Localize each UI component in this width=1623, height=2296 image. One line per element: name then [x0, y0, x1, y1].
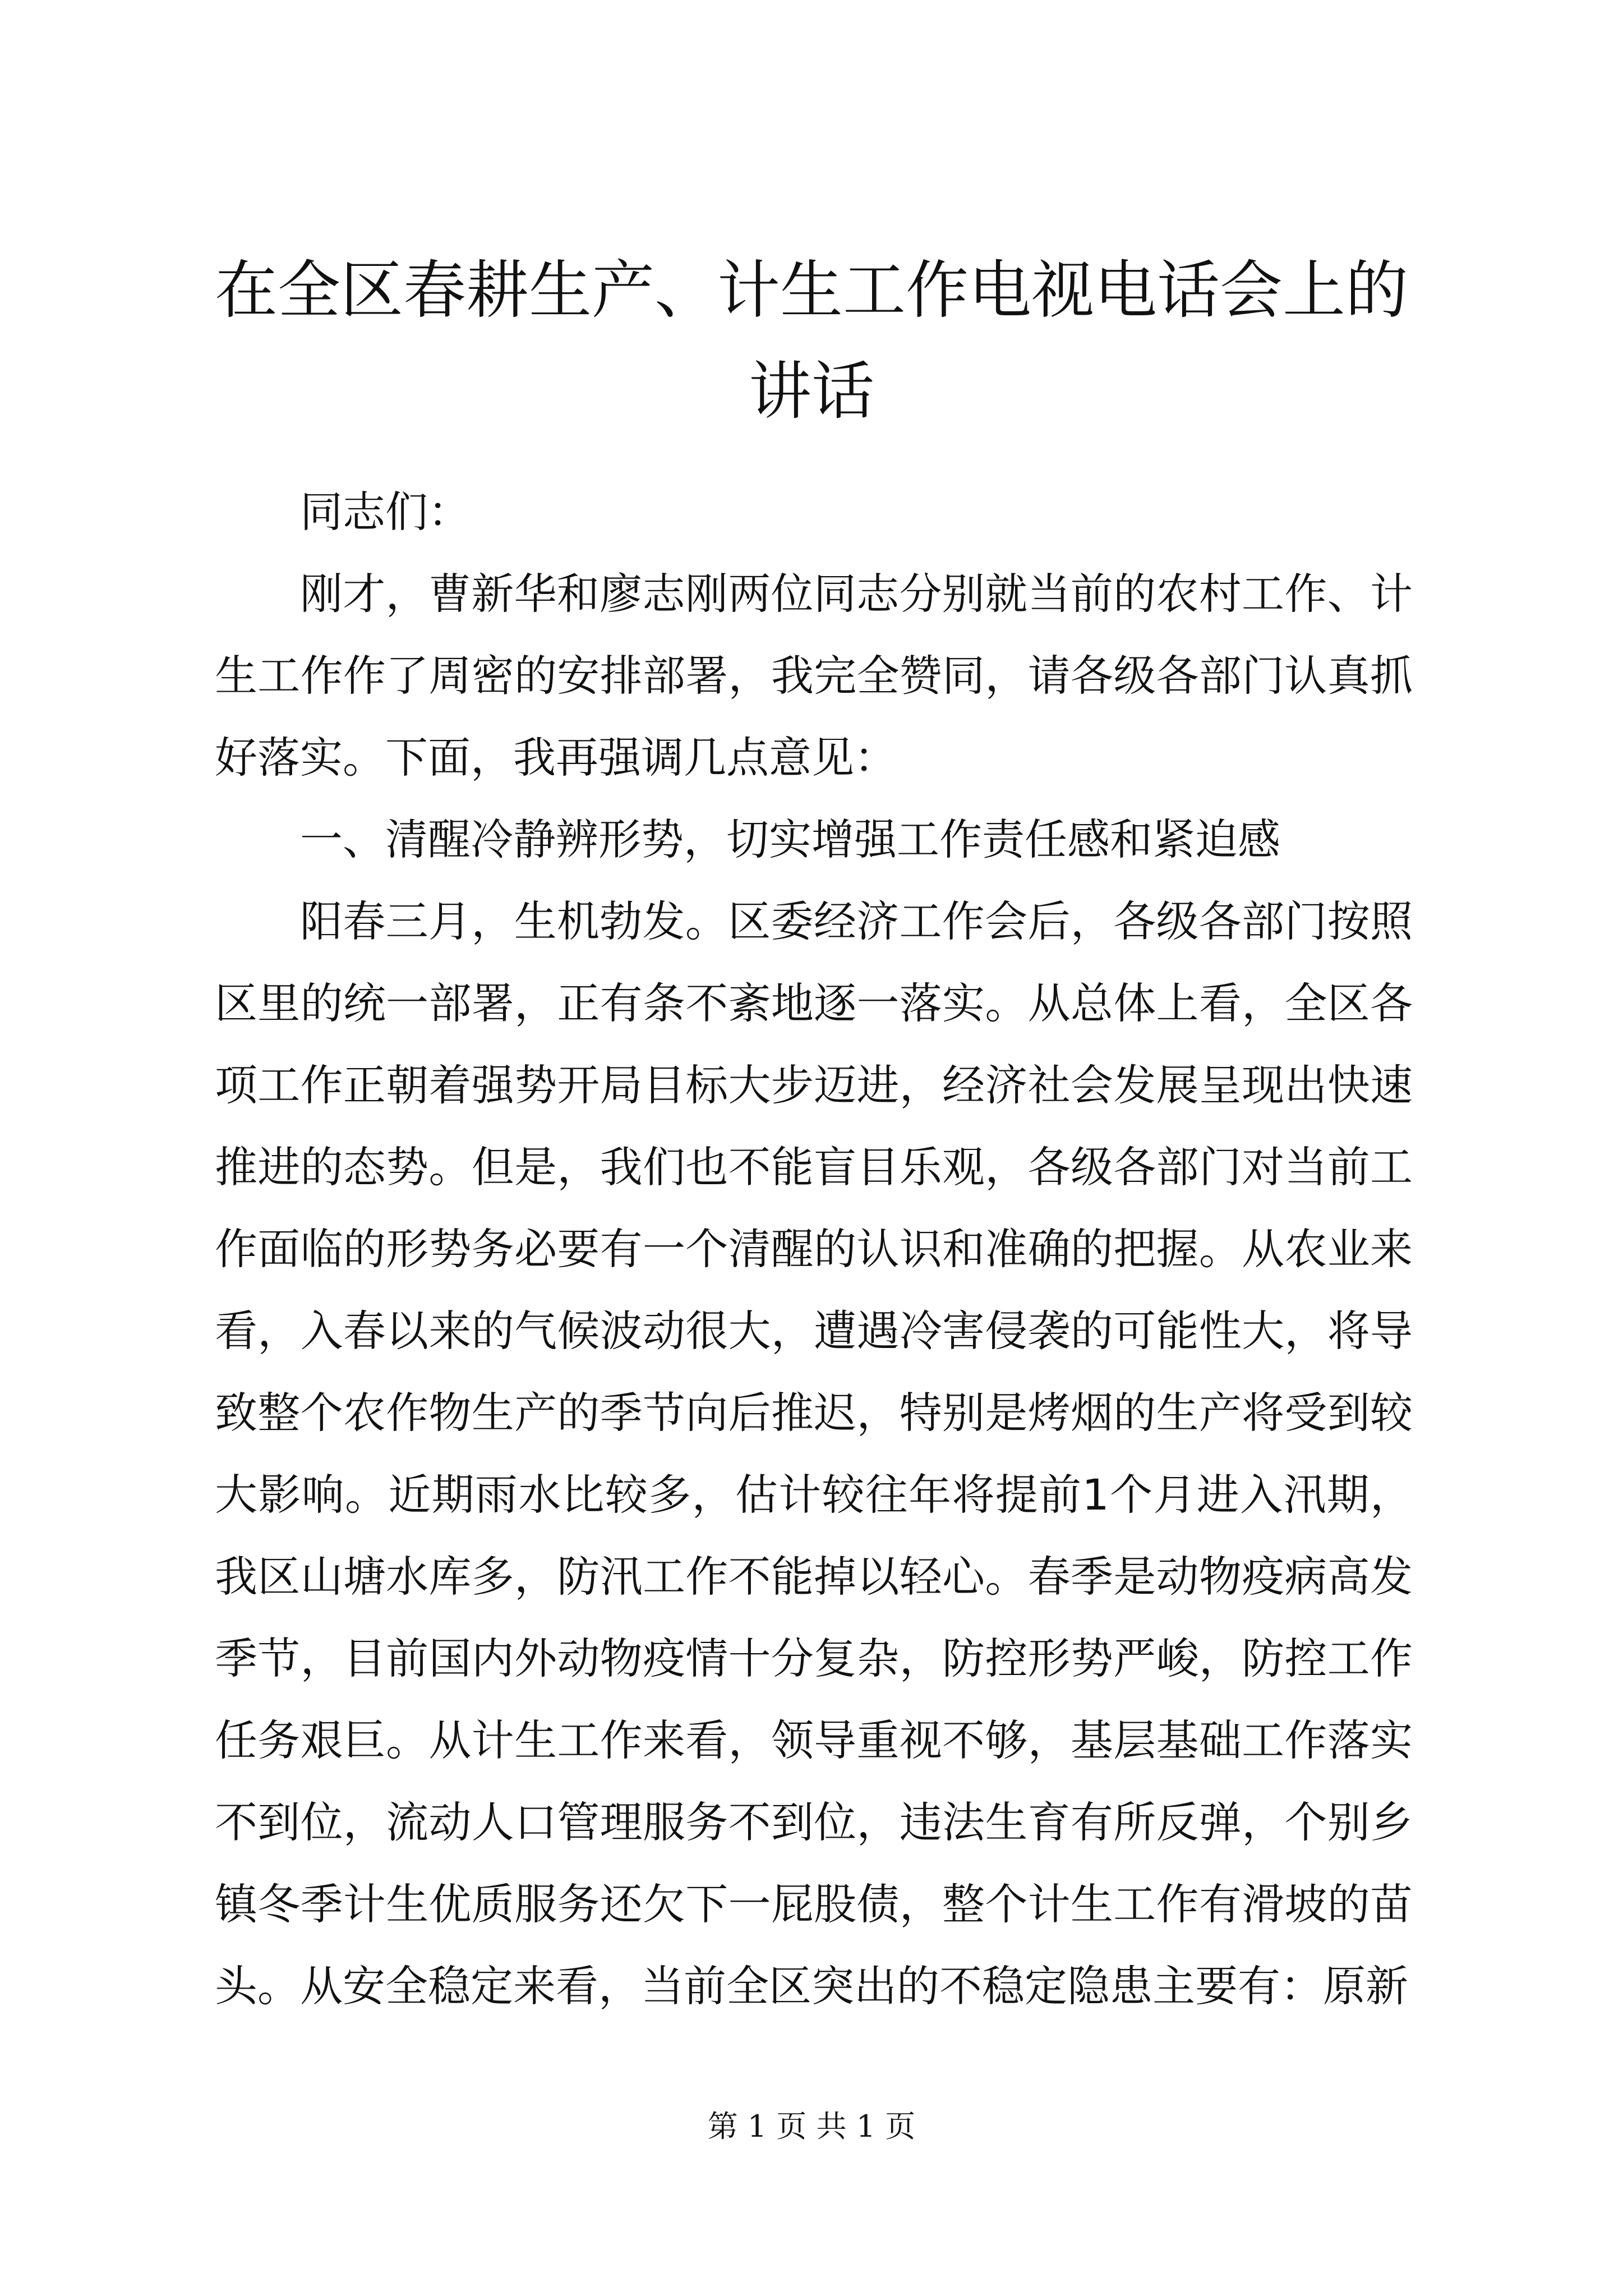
document-body — [215, 471, 1413, 2027]
intro-paragraph: 刚才，曹新华和廖志刚两位同志分别就当前的农村工作、计生工作作了周密的安排部署，我完全赞同，请各级各部门认真抓好落实。下面，我再强调几点意见： — [215, 569, 1413, 783]
salutation-paragraph: 同志们： — [300, 487, 471, 537]
body-paragraph: 阳春三月，生机勃发。区委经济工作会后，各级各部门按照区里的统一部署，正有条不紊地逐一落实。从总体上看，全区各项工作正朝着强势开局目标大步迈进，经济社会发展呈现出快速推进的态势。但是，我们也不能盲目乐观，各级各部门对当前工作面临的形势务必要有一个清醒的认识和准确的把握。从农业来看，入春以来的气候波动很大，遭遇冷害侵袭的可能性大，将导致整个农作物生产的季节向后推迟，特别是烤烟的生产将受到较大影响。近期雨水比较多，估计较往年将提前1个月进入汛期，我区山塘水库多，防汛工作不能掉以轻心。春季是动物疫病高发季节，目前国内外动物疫情十分复杂，防控形势严峻，防控工作任务艰巨。从计生工作来看，领导重视不够，基层基础工作落实不到位，流动人口管理服务不到位，违法生育有所反弹，个别乡镇冬季计生优质服务还欠下一屁股债，整个计生工作有滑坡的苗头。从安全稳定来看，当前全区突出的不稳定隐患主要有：原新 — [215, 896, 1413, 2011]
page-footer: 第 1 页 共 1 页 — [707, 2109, 916, 2144]
document-title: 在全区春耕生产、计生工作电视电话会上的讲话 — [215, 254, 1408, 428]
section-heading: 一、清醒冷静辨形势，切实增强工作责任感和紧迫感 — [300, 815, 1280, 864]
